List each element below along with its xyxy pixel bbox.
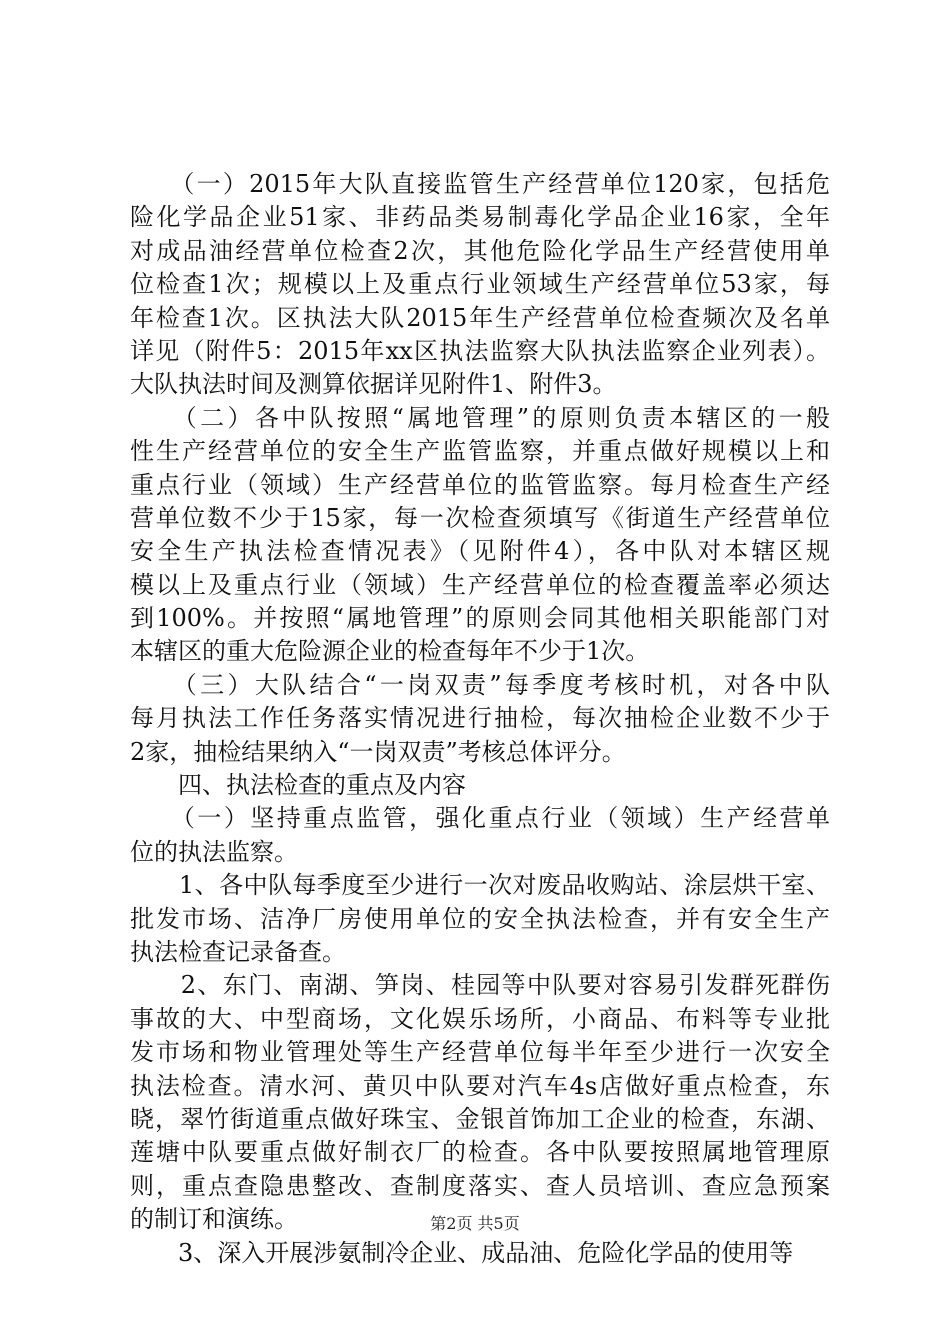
text-line: 险化学品企业51家、非药品类易制毒化学品企业16家，全年 bbox=[130, 203, 830, 232]
text-line: 营单位数不少于15家，每一次检查须填写《街道生产经营单位 bbox=[130, 503, 830, 532]
text-line: 发市场和物业管理处等生产经营单位每半年至少进行一次安全 bbox=[130, 1038, 830, 1067]
text-line: 3、深入开展涉氨制冷企业、成品油、危险化学品的使用等 bbox=[130, 1238, 794, 1267]
text-line: 位检查1次；规模以上及重点行业领域生产经营单位53家，每 bbox=[130, 270, 830, 299]
text-line: （一）坚持重点监管，强化重点行业（领域）生产经营单 bbox=[130, 804, 830, 833]
paragraph-3 bbox=[130, 669, 830, 769]
paragraph-1 bbox=[130, 168, 830, 402]
text-line: 大队执法时间及测算依据详见附件1、附件3。 bbox=[130, 370, 617, 399]
text-line: （一）2015年大队直接监管生产经营单位120家，包括危 bbox=[130, 170, 830, 198]
section-heading-4 bbox=[130, 769, 830, 802]
text-line: 则，重点查隐患整改、查制度落实、查人员培训、查应急预案 bbox=[130, 1171, 830, 1200]
text-line: （二）各中队按照“属地管理”的原则负责本辖区的一般 bbox=[130, 403, 830, 432]
text-line: 四、执法检查的重点及内容 bbox=[130, 771, 466, 800]
text-line: 性生产经营单位的安全生产监管监察，并重点做好规模以上和 bbox=[130, 437, 830, 466]
paragraph-6 bbox=[130, 969, 830, 1236]
text-line: 到100%。并按照“属地管理”的原则会同其他相关职能部门对 bbox=[130, 604, 830, 633]
text-line: 莲塘中队要重点做好制衣厂的检查。各中队要按照属地管理原 bbox=[130, 1138, 830, 1167]
text-line: 对成品油经营单位检查2次，其他危险化学品生产经营使用单 bbox=[130, 236, 830, 265]
text-line: 的制订和演练。 bbox=[130, 1205, 298, 1234]
text-line: 晓，翠竹街道重点做好珠宝、金银首饰加工企业的检查，东湖、 bbox=[130, 1104, 830, 1133]
text-line: 本辖区的重大危险源企业的检查每年不少于1次。 bbox=[130, 637, 650, 666]
paragraph-2 bbox=[130, 402, 830, 669]
text-line: 模以上及重点行业（领域）生产经营单位的检查覆盖率必须达 bbox=[130, 570, 830, 599]
text-line: 2、东门、南湖、笋岗、桂园等中队要对容易引发群死群伤 bbox=[130, 971, 830, 1000]
paragraph-4 bbox=[130, 802, 830, 869]
text-line: 2家，抽检结果纳入“一岗双责”考核总体评分。 bbox=[130, 737, 626, 766]
document-body bbox=[130, 168, 830, 1270]
paragraph-5 bbox=[130, 869, 830, 969]
text-line: 详见（附件5：2015年xx区执法监察大队执法监察企业列表）。 bbox=[130, 336, 830, 365]
text-line: 位的执法监察。 bbox=[130, 837, 298, 866]
text-line: 年检查1次。区执法大队2015年生产经营单位检查频次及名单 bbox=[130, 303, 830, 332]
text-line: 1、各中队每季度至少进行一次对废品收购站、涂层烘干室、 bbox=[130, 871, 830, 900]
text-line: （三）大队结合“一岗双责”每季度考核时机，对各中队 bbox=[130, 670, 830, 699]
text-line: 每月执法工作任务落实情况进行抽检，每次抽检企业数不少于 bbox=[130, 704, 830, 733]
paragraph-7 bbox=[130, 1237, 830, 1270]
text-line: 事故的大、中型商场，文化娱乐场所，小商品、布料等专业批 bbox=[130, 1004, 830, 1033]
text-line: 安全生产执法检查情况表》（见附件4），各中队对本辖区规 bbox=[130, 537, 830, 566]
text-line: 执法检查。清水河、黄贝中队要对汽车4s店做好重点检查，东 bbox=[130, 1071, 830, 1100]
text-line: 重点行业（领域）生产经营单位的监管监察。每月检查生产经 bbox=[130, 470, 830, 499]
text-line: 批发市场、洁净厂房使用单位的安全执法检查，并有安全生产 bbox=[130, 904, 830, 933]
page-footer: 第2页 共5页 bbox=[430, 1214, 520, 1233]
text-line: 执法检查记录备查。 bbox=[130, 937, 346, 966]
